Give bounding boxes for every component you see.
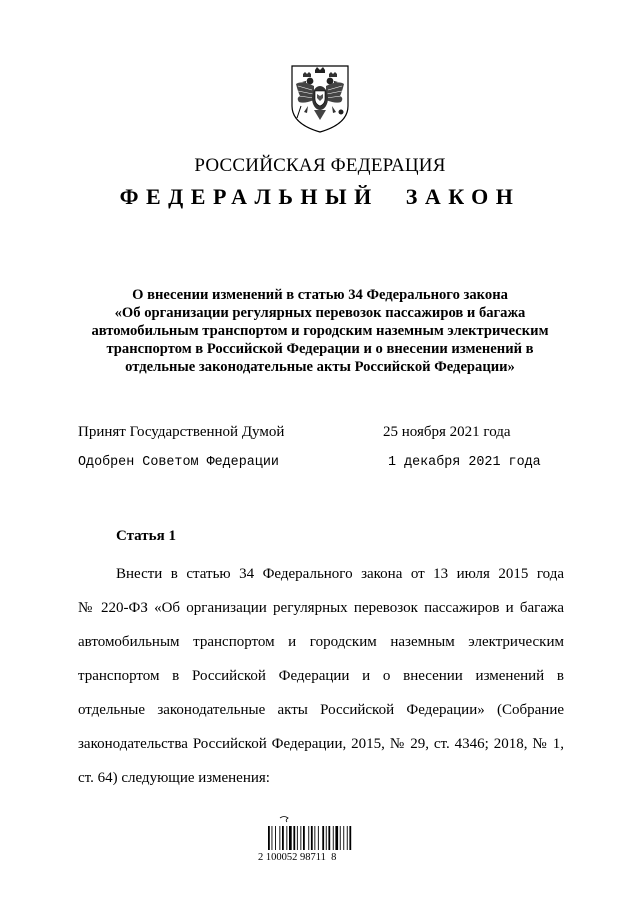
article-line: ст. 64) следующие изменения: (78, 770, 270, 786)
law-name (70, 286, 570, 376)
barcode-bar (328, 826, 330, 850)
article-line: автомобильным транспортом и городским наземным электрическим (78, 634, 564, 650)
law-name-line: отдельные законодательные акты Российской Федерации» (125, 359, 515, 375)
barcode-bar (343, 826, 344, 850)
barcode-bar (311, 826, 313, 850)
barcode-bar (286, 826, 287, 850)
barcode-bar (293, 826, 295, 850)
barcode-bar (322, 826, 324, 850)
duma-date: 25 ноября 2021 года (383, 424, 511, 440)
barcode-bar (300, 826, 301, 850)
barcode-bar (272, 826, 273, 850)
barcode-bar (318, 826, 319, 850)
law-name-line: О внесении изменений в статью 34 Федерального закона (132, 287, 508, 303)
barcode-bar (268, 826, 270, 850)
country-name: РОССИЙСКАЯ ФЕДЕРАЦИЯ (194, 155, 446, 176)
article-line: транспортом в Российской Федерации и о внесении изменений в (78, 668, 564, 684)
barcode-bar (340, 826, 341, 850)
article-line: Внести в статью 34 Федерального закона от 13 июля 2015 года (116, 566, 564, 582)
barcode-bar (335, 826, 338, 850)
barcode-bar (282, 826, 284, 850)
barcode-bar (275, 826, 276, 850)
barcode-bar (289, 826, 292, 850)
law-type-title: ФЕДЕРАЛЬНЫЙ ЗАКОН (119, 184, 521, 209)
council-label: Одобрен Советом Федерации (78, 455, 279, 470)
article-line: № 220-ФЗ «Об организации регулярных перевозок пассажиров и багажа (78, 600, 564, 616)
barcode-bar (326, 826, 327, 850)
barcode-bar (349, 826, 351, 850)
article-line: законодательства Российской Федерации, 2015, № 29, ст. 4346; 2018, № 1, (78, 736, 564, 752)
council-date: 1 декабря 2021 года (388, 455, 541, 470)
barcode (262, 816, 354, 878)
barcode-bar (297, 826, 298, 850)
duma-label: Принят Государственной Думой (78, 424, 285, 440)
article-title: Статья 1 (116, 528, 176, 544)
coat-of-arms-icon (286, 62, 354, 134)
barcode-bar (303, 826, 305, 850)
law-name-line: «Об организации регулярных перевозок пассажиров и багажа (114, 305, 526, 321)
barcode-bar (308, 826, 309, 850)
barcode-bars (262, 816, 354, 856)
article-line: отдельные законодательные акты Российской Федерации» (Собрание (78, 702, 564, 718)
barcode-bar (279, 826, 280, 850)
barcode-bar (314, 826, 315, 850)
barcode-number: 2 100052 98711 8 (258, 852, 337, 863)
barcode-bar (347, 826, 348, 850)
law-name-line: транспортом в Российской Федерации и о внесении изменений в (106, 341, 534, 357)
barcode-bar (333, 826, 334, 850)
law-name-line: автомобильным транспортом и городским наземным электрическим (91, 323, 549, 339)
